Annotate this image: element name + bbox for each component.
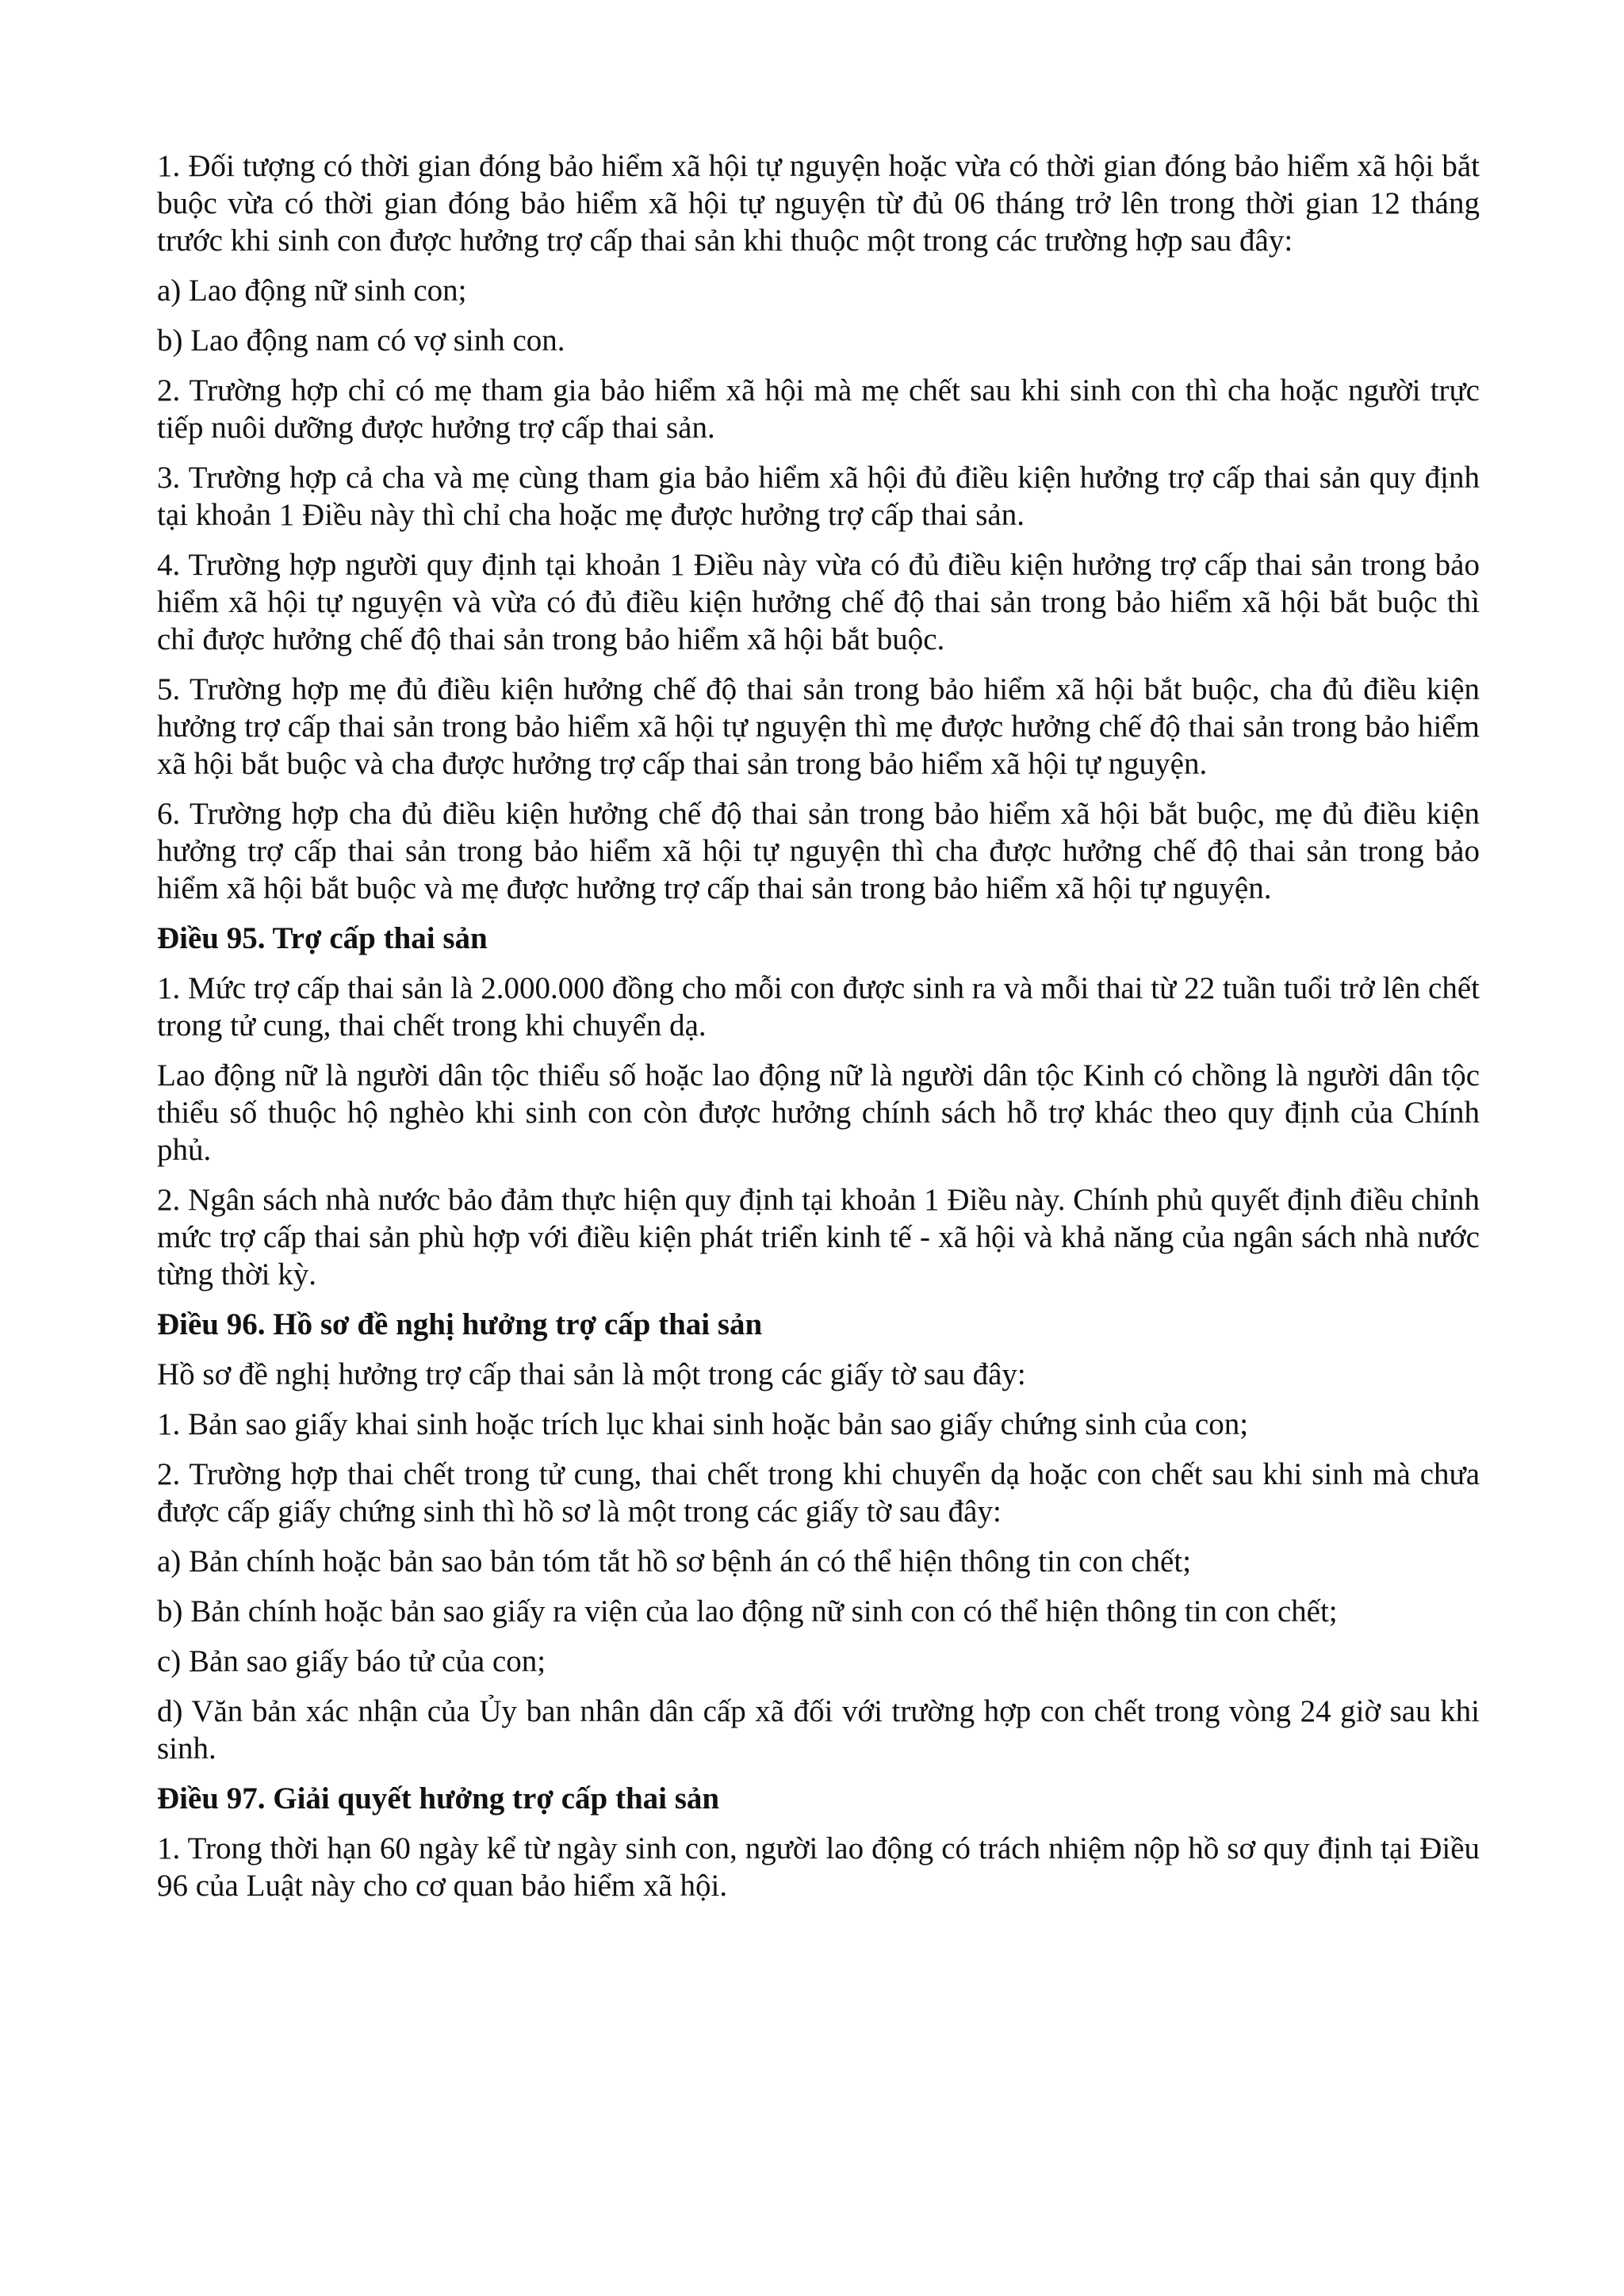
paragraph-clause-2: 2. Trường hợp chỉ có mẹ tham gia bảo hiểm xã hội mà mẹ chết sau khi sinh con thì cha hoặc người trực tiếp nuôi dưỡng được hưởng trợ cấp thai sản. [157,373,1480,445]
article-95-clause-2: 2. Ngân sách nhà nước bảo đảm thực hiện quy định tại khoản 1 Điều này. Chính phủ quyết định điều chỉnh mức trợ cấp thai sản phù hợp với điều kiện phát triển kinh tế - xã hội và khả năng của ngân sách nhà nước từng thời kỳ. [157,1183,1480,1292]
paragraph-clause-5: 5. Trường hợp mẹ đủ điều kiện hưởng chế độ thai sản trong bảo hiểm xã hội bắt buộc, cha đủ điều kiện hưởng trợ cấp thai sản trong bảo hiểm xã hội tự nguyện thì mẹ được hưởng chế độ thai sản trong bảo hiểm xã hội bắt buộc và cha được hưởng trợ cấp thai sản trong bảo hiểm xã hội tự nguyện. [157,672,1480,781]
paragraph-clause-6: 6. Trường hợp cha đủ điều kiện hưởng chế độ thai sản trong bảo hiểm xã hội bắt buộc, mẹ đủ điều kiện hưởng trợ cấp thai sản trong bảo hiểm xã hội tự nguyện thì cha được hưởng chế độ thai sản trong bảo hiểm xã hội bắt buộc và mẹ được hưởng trợ cấp thai sản trong bảo hiểm xã hội tự nguyện. [157,797,1480,905]
article-96-item-a: a) Bản chính hoặc bản sao bản tóm tắt hồ sơ bệnh án có thể hiện thông tin con chết; [157,1544,1192,1578]
article-96-heading: Điều 96. Hồ sơ đề nghị hưởng trợ cấp thai sản [157,1307,763,1341]
article-96-intro: Hồ sơ đề nghị hưởng trợ cấp thai sản là một trong các giấy tờ sau đây: [157,1357,1026,1391]
article-96-clause-1: 1. Bản sao giấy khai sinh hoặc trích lục khai sinh hoặc bản sao giấy chứng sinh của con; [157,1407,1249,1441]
paragraph-item-a-lao-dong-nu: a) Lao động nữ sinh con; [157,274,467,308]
article-96-item-d: d) Văn bản xác nhận của Ủy ban nhân dân cấp xã đối với trường hợp con chết trong vòng 24 giờ sau khi sinh. [157,1694,1480,1766]
article-97-clause-1: 1. Trong thời hạn 60 ngày kể từ ngày sinh con, người lao động có trách nhiệm nộp hồ sơ quy định tại Điều 96 của Luật này cho cơ quan bảo hiểm xã hội. [157,1831,1480,1903]
article-95-ethnic-minority-note: Lao động nữ là người dân tộc thiểu số hoặc lao động nữ là người dân tộc Kinh có chồng là người dân tộc thiểu số thuộc hộ nghèo khi sinh con còn được hưởng chính sách hỗ trợ khác theo quy định của Chính phủ. [157,1058,1480,1167]
paragraph-doi-tuong: 1. Đối tượng có thời gian đóng bảo hiểm xã hội tự nguyện hoặc vừa có thời gian đóng bảo hiểm xã hội bắt buộc vừa có thời gian đóng bảo hiểm xã hội tự nguyện từ đủ 06 tháng trở lên trong thời gian 12 tháng trước khi sinh con được hưởng trợ cấp thai sản khi thuộc một trong các trường hợp sau đây: [157,149,1480,258]
paragraph-clause-4: 4. Trường hợp người quy định tại khoản 1 Điều này vừa có đủ điều kiện hưởng trợ cấp thai sản trong bảo hiểm xã hội tự nguyện và vừa có đủ điều kiện hưởng chế độ thai sản trong bảo hiểm xã hội bắt buộc thì chỉ được hưởng chế độ thai sản trong bảo hiểm xã hội bắt buộc. [157,548,1480,656]
article-97-heading: Điều 97. Giải quyết hưởng trợ cấp thai sản [157,1781,720,1816]
article-95-clause-1: 1. Mức trợ cấp thai sản là 2.000.000 đồng cho mỗi con được sinh ra và mỗi thai từ 22 tuần tuổi trở lên chết trong tử cung, thai chết trong khi chuyển dạ. [157,971,1480,1043]
paragraph-item-b-lao-dong-nam: b) Lao động nam có vợ sinh con. [157,323,565,358]
article-96-item-b: b) Bản chính hoặc bản sao giấy ra viện của lao động nữ sinh con có thể hiện thông tin con chết; [157,1594,1338,1628]
article-96-item-c: c) Bản sao giấy báo tử của con; [157,1644,546,1678]
paragraph-clause-3: 3. Trường hợp cả cha và mẹ cùng tham gia bảo hiểm xã hội đủ điều kiện hưởng trợ cấp thai sản quy định tại khoản 1 Điều này thì chỉ cha hoặc mẹ được hưởng trợ cấp thai sản. [157,461,1480,532]
article-96-clause-2: 2. Trường hợp thai chết trong tử cung, thai chết trong khi chuyển dạ hoặc con chết sau khi sinh mà chưa được cấp giấy chứng sinh thì hồ sơ là một trong các giấy tờ sau đây: [157,1457,1480,1529]
document-body [157,147,1480,1917]
article-95-heading: Điều 95. Trợ cấp thai sản [157,921,488,955]
